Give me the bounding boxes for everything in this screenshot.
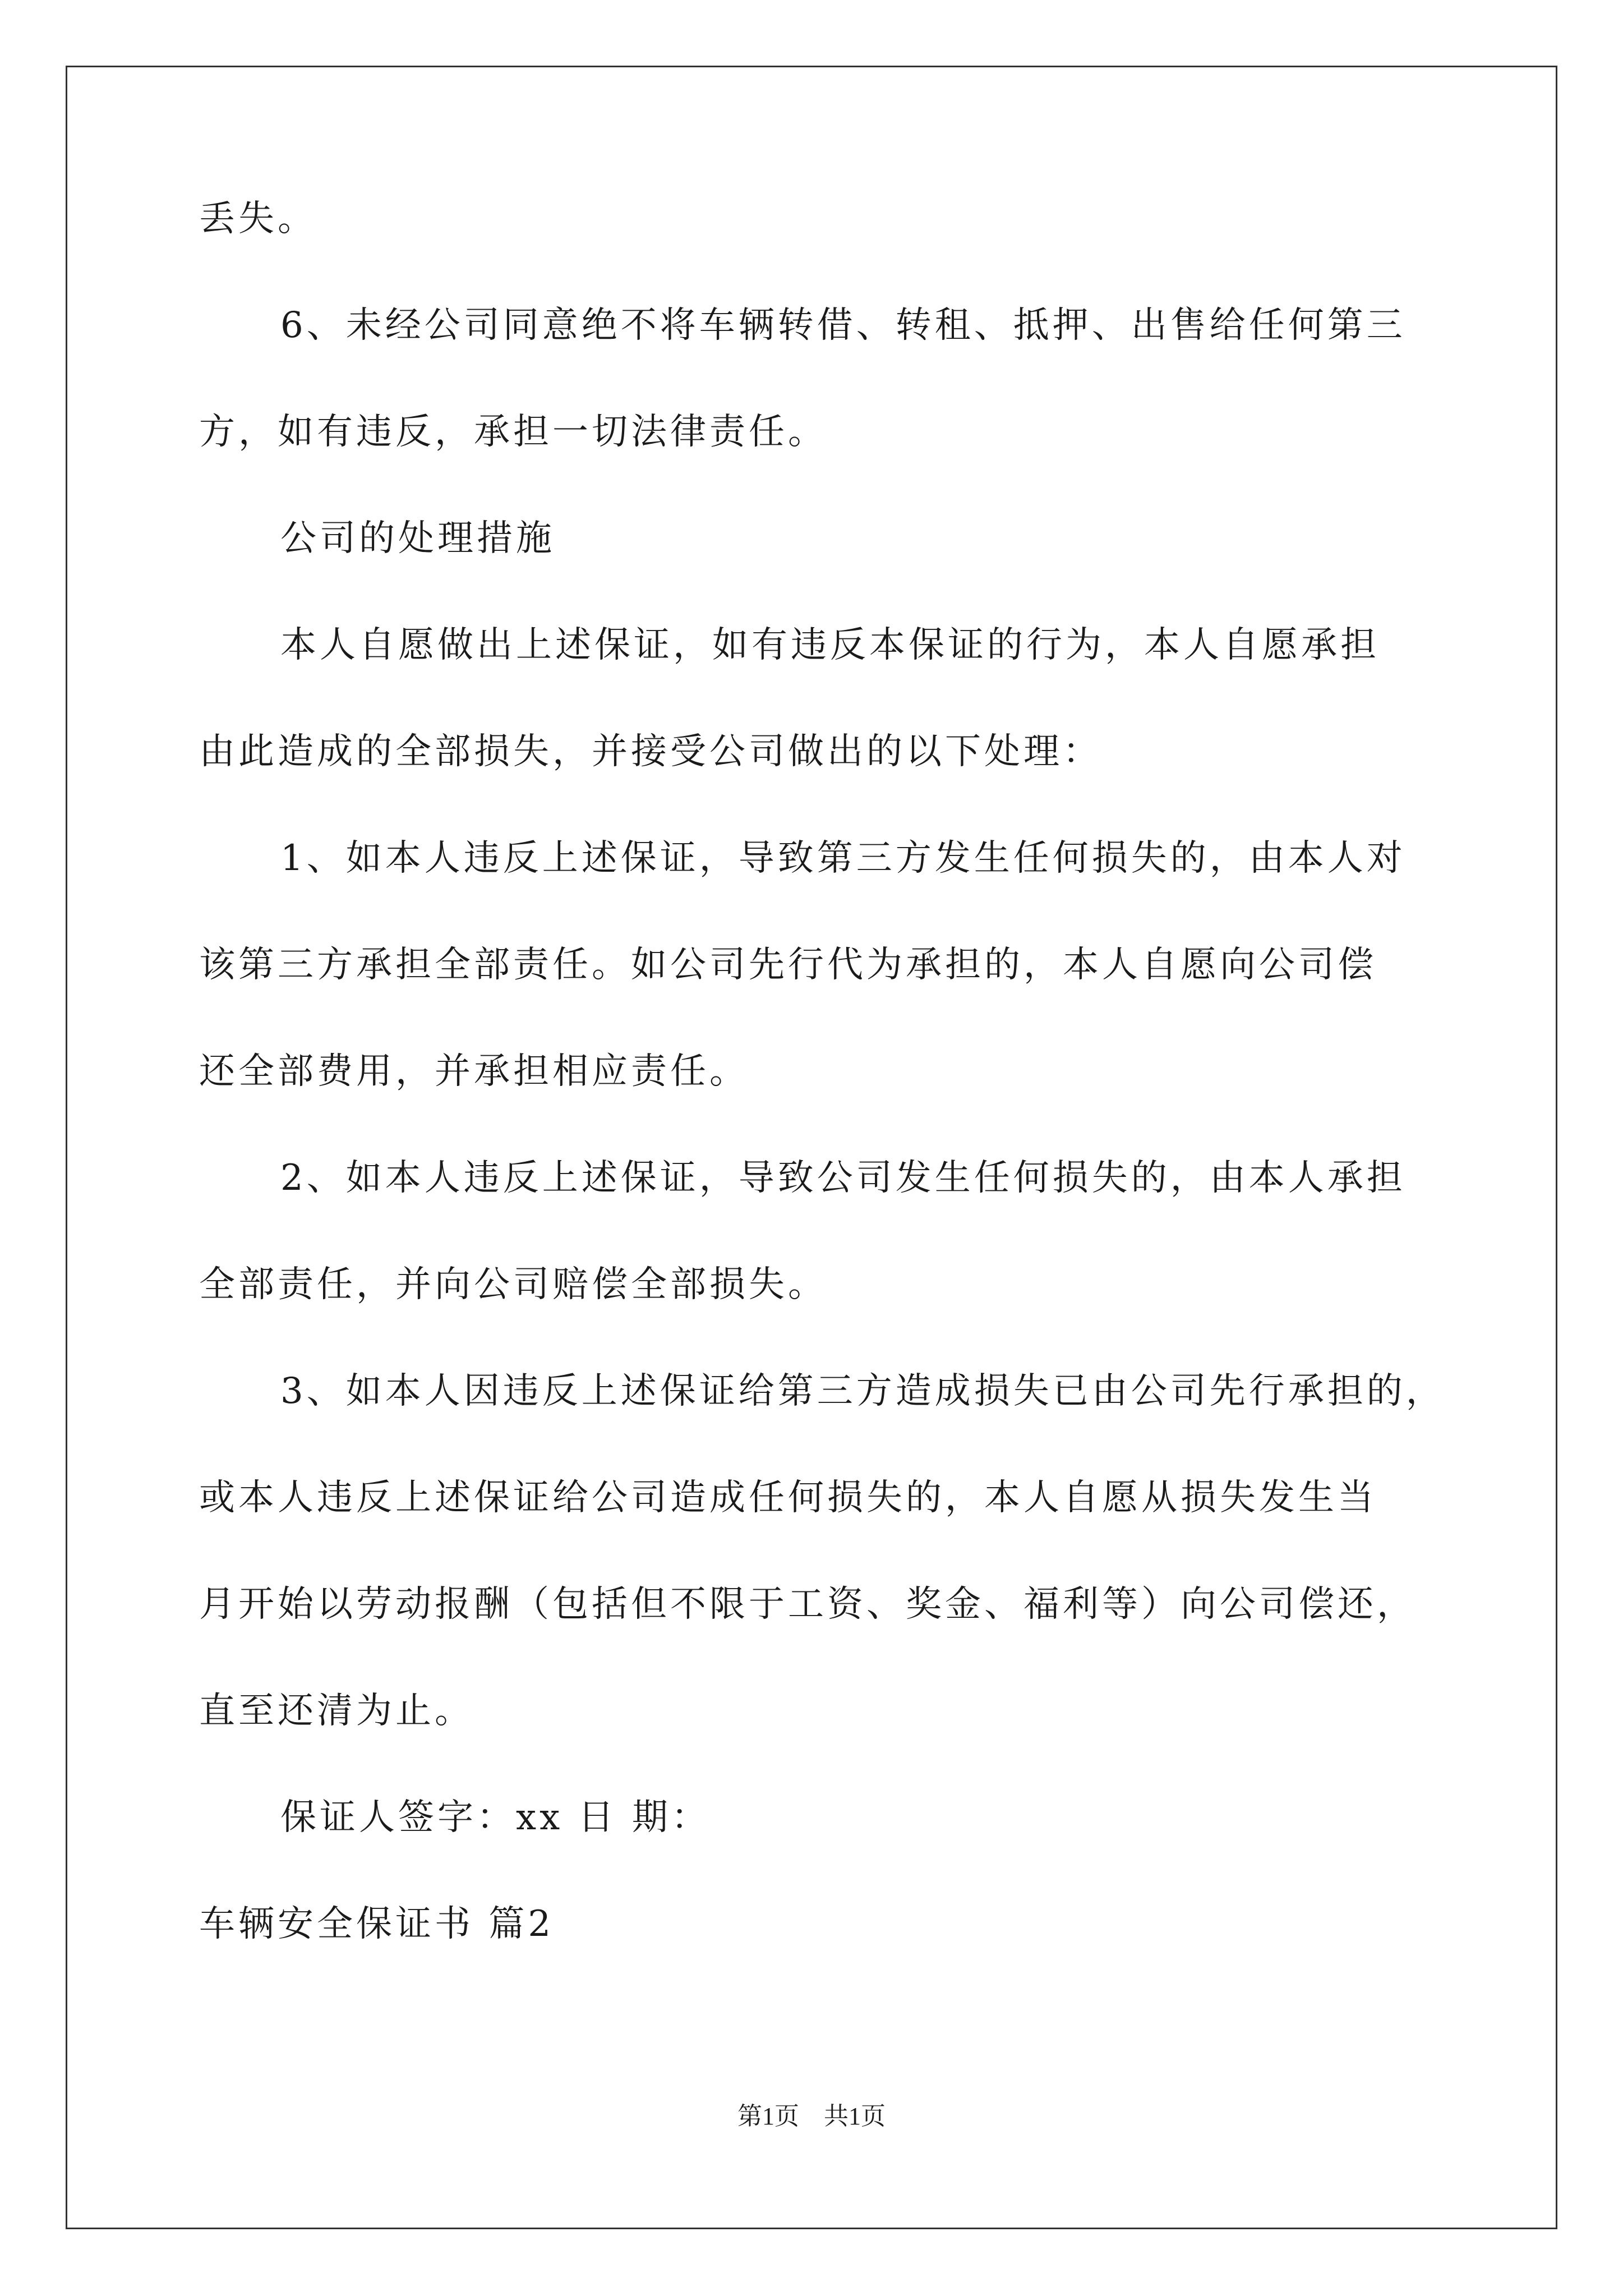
text-line: 本人自愿做出上述保证，如有违反本保证的行为，本人自愿承担	[280, 624, 1380, 666]
clause-1-line-2: 该第三方承担全部责任。如公司先行代为承担的，本人自愿向公司偿	[199, 944, 1377, 986]
clause-2-line-2: 全部责任，并向公司赔偿全部损失。	[199, 1264, 827, 1305]
next-section-title: 车辆安全保证书 篇2	[199, 1903, 555, 1945]
clause-6-line-2: 方，如有违反，承担一切法律责任。	[199, 411, 827, 453]
section-heading: 公司的处理措施	[280, 518, 555, 559]
clause-6-line-1: 6、未经公司同意绝不将车辆转借、转租、抵押、出售给任何第三	[280, 305, 1406, 346]
text-line: 由此造成的全部损失，并接受公司做出的以下处理：	[199, 731, 1102, 772]
text-line: 丢失。	[199, 198, 317, 240]
page-number-footer: 第1页 共1页	[737, 2102, 886, 2130]
clause-3-line-3: 月开始以劳动报酬（包括但不限于工资、奖金、福利等）向公司偿还，	[199, 1584, 1416, 1625]
clause-3-line-1: 3、如本人因违反上述保证给第三方造成损失已由公司先行承担的，	[280, 1370, 1445, 1412]
clause-1-line-3: 还全部费用，并承担相应责任。	[199, 1051, 749, 1092]
clause-3-line-2: 或本人违反上述保证给公司造成任何损失的，本人自愿从损失发生当	[199, 1477, 1377, 1519]
clause-1-line-1: 1、如本人违反上述保证，导致第三方发生任何损失的，由本人对	[280, 838, 1406, 879]
signature-line: 保证人签字：xx 日 期：	[280, 1797, 711, 1838]
clause-3-line-4: 直至还清为止。	[199, 1690, 474, 1732]
clause-2-line-1: 2、如本人违反上述保证，导致公司发生任何损失的，由本人承担	[280, 1157, 1406, 1199]
